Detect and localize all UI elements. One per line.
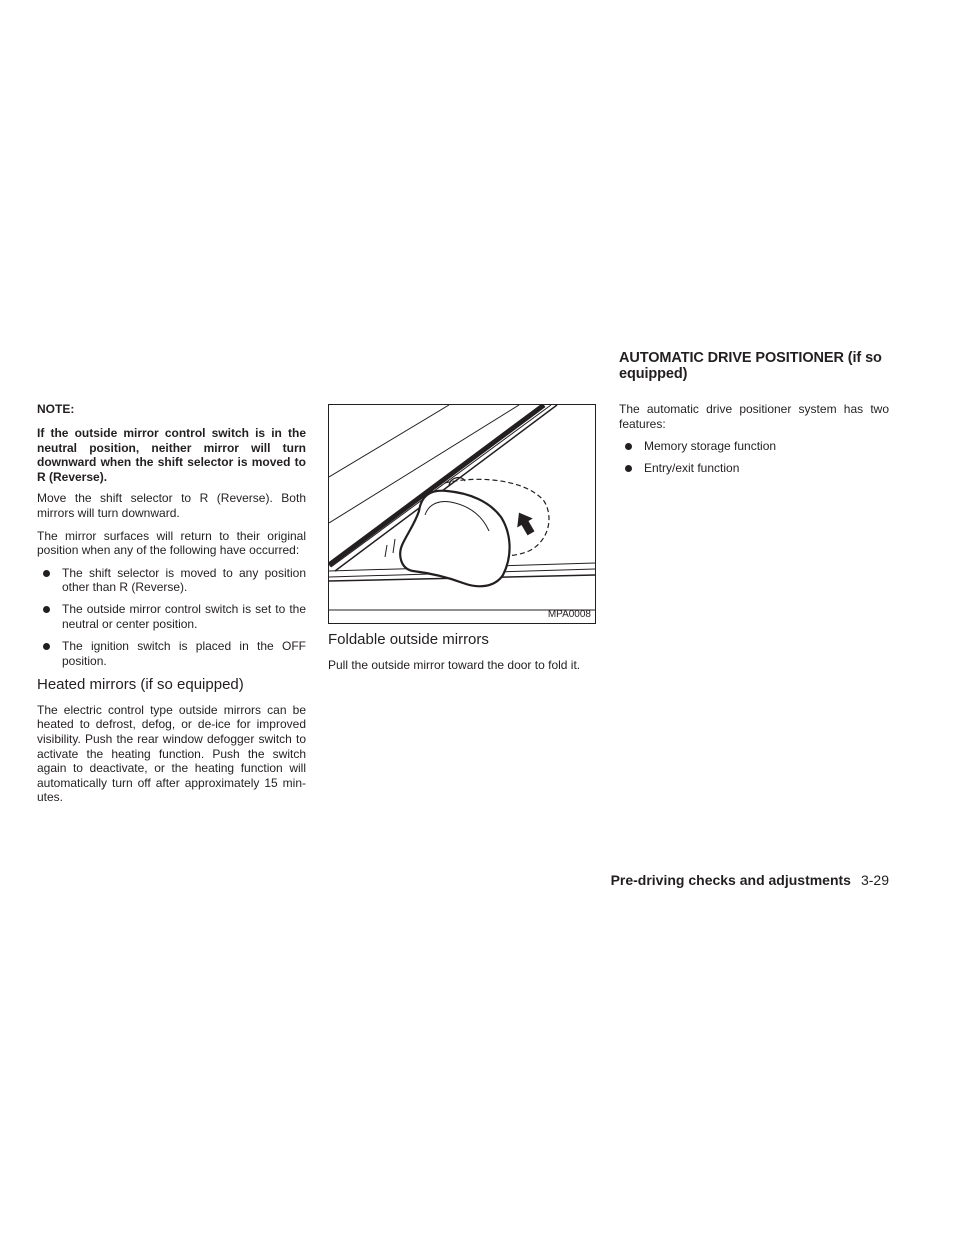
right-column: [619, 350, 889, 483]
middle-column: [328, 404, 598, 673]
reverse-paragraph: Move the shift selector to R (Reverse). Both mirrors will turn downward.: [37, 491, 306, 520]
left-column: [37, 402, 306, 805]
adp-heading: AUTOMATIC DRIVE POSITIONER (if so equipped): [619, 350, 882, 382]
page-number: 3-29: [860, 872, 889, 888]
return-conditions-list: [37, 566, 306, 669]
list-item: The ignition switch is placed in the OFF position.: [37, 639, 306, 668]
adp-intro: The automatic drive positioner system has two features:: [619, 402, 889, 431]
bullet-icon: [43, 643, 50, 650]
list-item: Memory storage function: [619, 439, 889, 454]
list-item: The outside mirror control switch is set to the neutral or center position.: [37, 602, 306, 631]
foldable-mirrors-text: Pull the outside mirror toward the door to fold it.: [328, 658, 581, 672]
bullet-icon: [43, 606, 50, 613]
figure-code: MPA0008: [547, 609, 591, 620]
folding-mirror-illustration: [328, 404, 596, 624]
note-label: NOTE:: [37, 402, 75, 416]
list-item: The shift selector is moved to any position other than R (Reverse).: [37, 566, 306, 595]
footer-section-title: Pre-driving checks and adjustments: [610, 872, 851, 888]
bullet-icon: [625, 465, 632, 472]
heated-mirrors-heading: Heated mirrors (if so equipped): [37, 675, 244, 693]
page-footer: [500, 872, 889, 889]
note-text: If the outside mirror control switch is in the neutral position, neither mirror will turn downward when the shift selector is moved to R (Reverse).: [37, 426, 306, 484]
mirror-drawing: [329, 405, 596, 624]
list-item: Entry/exit function: [619, 461, 889, 476]
heated-mirrors-text: The electric control type outside mirrors can be heated to defrost, defog, or de-ice for improved visibility. Push the rear window defogger switch to activate the heating function. Push the switch again to deactivate, or the heating function will automatically turn off after approximately 15 min-utes.: [37, 702, 306, 805]
adp-features-list: [619, 439, 889, 476]
bullet-icon: [625, 443, 632, 450]
foldable-mirrors-heading: Foldable outside mirrors: [328, 631, 489, 648]
bullet-icon: [43, 570, 50, 577]
return-paragraph: The mirror surfaces will return to their original position when any of the following have occurred:: [37, 528, 306, 558]
